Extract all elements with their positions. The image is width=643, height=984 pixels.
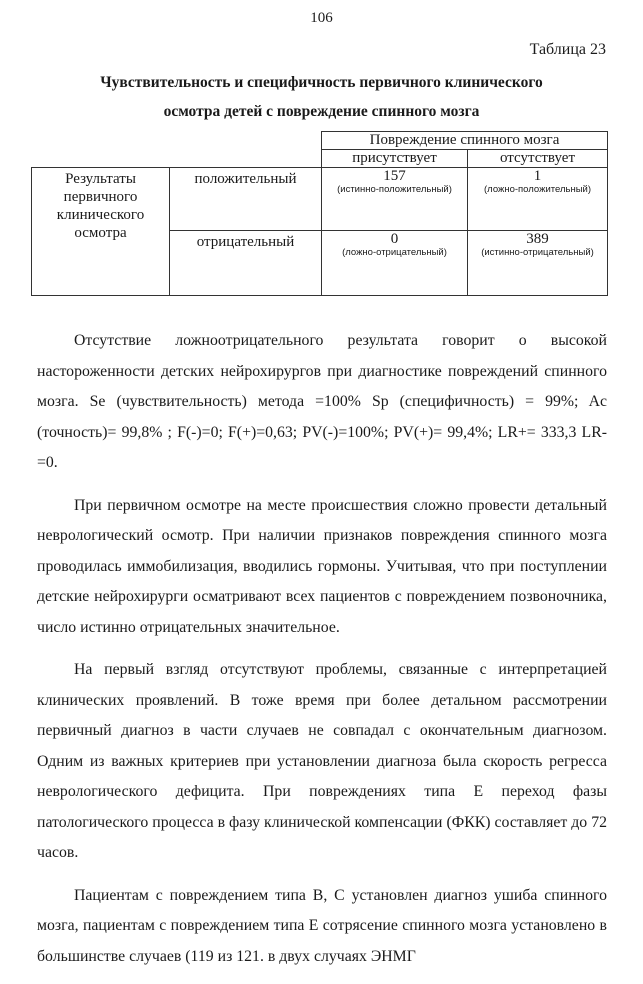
cell-true-positive-value: 157 xyxy=(383,168,406,184)
paragraph: На первый взгляд отсутствуют проблемы, связанные с интерпретацией клинических проявлений. В тоже время при более детальном рассмотрении первичный диагноз в части случаев не совпадал с окончательным диагнозом. Одним из важных критериев при установлении диагноза была скорость регресса неврологического дефицита. При повреждениях типа Е переход фазы патологического процесса в фазу клинической компенсации (ФКК) составляет до 72 часов. xyxy=(37,661,607,861)
table-title xyxy=(40,68,603,126)
col-header-absent: отсутствует xyxy=(468,150,608,168)
cell-false-negative xyxy=(322,231,468,296)
table-title-line-1: Чувствительность и специфичность первичного клинического xyxy=(100,74,543,91)
cell-false-negative-value: 0 xyxy=(390,231,399,247)
body-text xyxy=(37,326,607,984)
table-corner-blank xyxy=(32,132,322,168)
paragraph: Отсутствие ложноотрицательного результата говорит о высокой настороженности детских нейрохирургов при диагностике повреждений спинного мозга. Se (чувствительность) метода =100% Sp (специфичность) = 99%; Ac (точность)= 99,8% ; F(-)=0; F(+)=0,63; PV(-)=100%; PV(+)= 99,4%; LR+= 333,3 LR-=0. xyxy=(37,332,607,471)
page-number: 106 xyxy=(310,10,333,26)
paragraph: При первичном осмотре на месте происшествия сложно провести детальный неврологический осмотр. При наличии признаков повреждения спинного мозга проводилась иммобилизация, вводились гормоны. Учитывая, что при поступлении детские нейрохирурги осматривают всех пациентов с повреждением позвоночника, число истинно отрицательных значительное. xyxy=(37,496,607,636)
cell-false-positive xyxy=(468,168,608,231)
group-header-spinal-cord-injury: Повреждение спинного мозга xyxy=(322,132,608,150)
cell-false-positive-note: (ложно-положительный) xyxy=(484,184,591,195)
cell-false-negative-note: (ложно-отрицательный) xyxy=(342,247,447,258)
cell-false-positive-value: 1 xyxy=(533,168,542,184)
table-title-line-2: осмотра детей с повреждение спинного мозга xyxy=(163,103,480,120)
cell-true-negative-note: (истинно-отрицательный) xyxy=(481,247,594,258)
sensitivity-table xyxy=(31,131,608,296)
cell-true-negative xyxy=(468,231,608,296)
cell-true-positive xyxy=(322,168,468,231)
row-label-positive: положительный xyxy=(170,168,322,231)
cell-true-positive-note: (истинно-положительный) xyxy=(337,184,452,195)
table-label: Таблица 23 xyxy=(529,41,606,58)
col-header-present: присутствует xyxy=(322,150,468,168)
paragraph: Пациентам с повреждением типа В, С установлен диагноз ушиба спинного мозга, пациентам с повреждением типа Е сотрясение спинного мозга установлено в большинстве случаев (119 из 121. в двух случаях ЭНМГ xyxy=(37,886,607,965)
row-group-label: Результаты первичного клинического осмотра xyxy=(32,168,170,296)
cell-true-negative-value: 389 xyxy=(526,231,549,247)
row-label-negative: отрицательный xyxy=(170,231,322,296)
